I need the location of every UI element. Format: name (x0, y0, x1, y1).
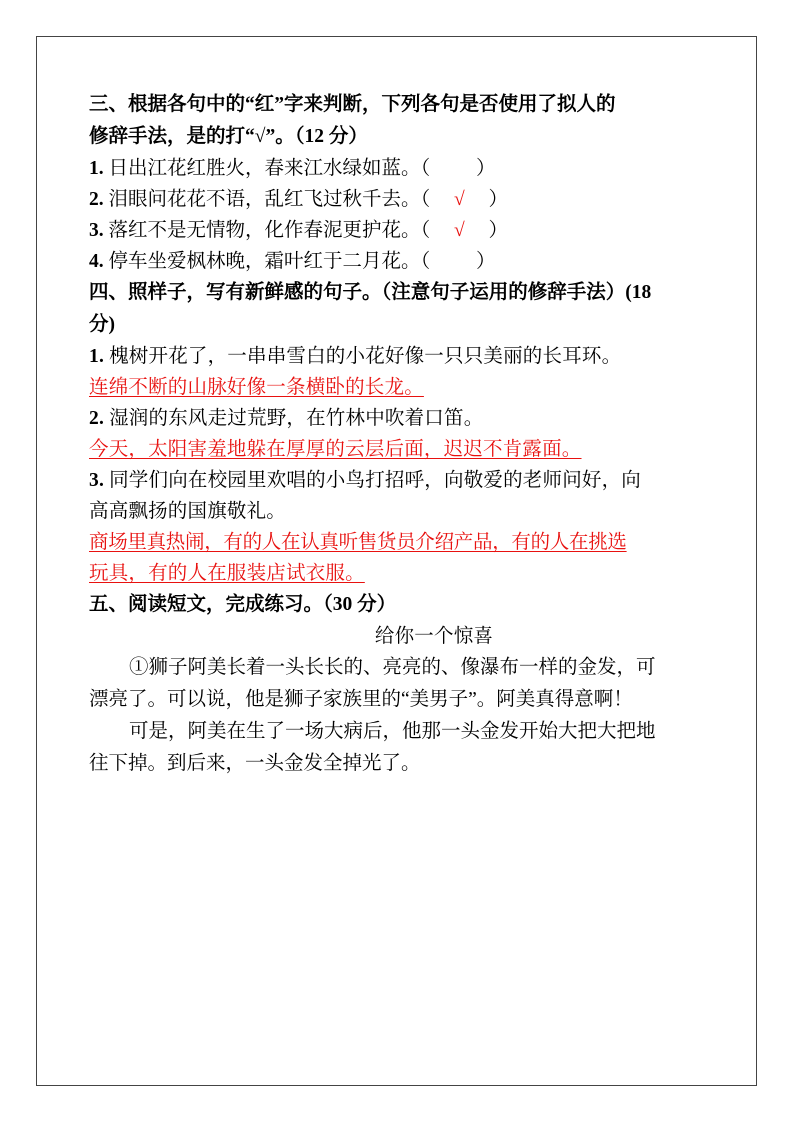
student-answer[interactable]: 商场里真热闹，有的人在认真听售货员介绍产品，有的人在挑选 (89, 532, 627, 553)
page-content (89, 89, 779, 780)
section-3 (89, 89, 779, 277)
question-number: 1. (89, 346, 105, 367)
question-4-2-answer-row (89, 434, 779, 465)
question-3-1 (89, 153, 779, 184)
question-4-3-answer-line-2 (89, 558, 779, 589)
question-4-2-prompt (89, 403, 779, 434)
paragraph-line: ①狮子阿美长着一头长长的、亮亮的、像瀑布一样的金发，可 (129, 657, 656, 678)
question-number: 2. (89, 189, 104, 210)
question-4-1-prompt (89, 341, 779, 372)
prompt-text: 湿润的东风走过荒野，在竹林中吹着口笛。 (109, 408, 484, 429)
question-3-2 (89, 184, 779, 215)
prompt-text: 同学们向在校园里欢唱的小鸟打招呼，向敬爱的老师问好，向 (109, 470, 642, 491)
student-answer[interactable]: 今天，太阳害羞地躲在厚厚的云层后面，迟迟不肯露面。 (89, 439, 582, 460)
section-4-heading-line-2: 分) (89, 314, 115, 335)
section-5-heading: 五、阅读短文，完成练习。（30 分） (89, 594, 397, 615)
question-number: 4. (89, 251, 104, 272)
prompt-text: 槐树开花了，一串串雪白的小花好像一只只美丽的长耳环。 (109, 346, 622, 367)
question-text: 落红不是无情物，化作春泥更护花。（ (108, 220, 431, 241)
section-3-heading-line-2: 修辞手法，是的打“√”。（12 分） (89, 126, 368, 147)
close-paren: ） (488, 220, 508, 241)
close-paren: ） (488, 189, 508, 210)
section-4-heading-line-1: 四、照样子，写有新鲜感的句子。（注意句子运用的修辞手法）(18 (89, 282, 652, 303)
question-number: 3. (89, 470, 105, 491)
check-mark: √ (454, 189, 465, 210)
question-4-3-answer-line-1 (89, 527, 779, 558)
student-answer[interactable]: 玩具，有的人在服装店试衣服。 (89, 563, 365, 584)
question-text: 停车坐爱枫林晚，霜叶红于二月花。（ (108, 251, 431, 272)
question-3-3 (89, 215, 779, 246)
question-text: 泪眼问花花不语，乱红飞过秋千去。（ (108, 189, 431, 210)
paragraph-line: 漂亮了。可以说，他是狮子家族里的“美男子”。阿美真得意啊！ (89, 689, 633, 710)
article-paragraph-1 (89, 652, 779, 716)
question-text: 日出江花红胜火，春来江水绿如蓝。（ (108, 158, 431, 179)
question-4-3-prompt-line-1 (89, 465, 779, 496)
section-4 (89, 277, 779, 589)
question-number: 1. (89, 158, 104, 179)
section-3-heading-line-1: 三、根据各句中的“红”字来判断，下列各句是否使用了拟人的 (89, 94, 616, 115)
article-title: 给你一个惊喜 (374, 626, 494, 647)
paragraph-line: 可是，阿美在生了一场大病后，他那一头金发开始大把大把地 (129, 721, 656, 742)
close-paren: ） (476, 251, 496, 272)
question-3-4 (89, 246, 779, 277)
question-number: 2. (89, 408, 105, 429)
question-number: 3. (89, 220, 104, 241)
student-answer[interactable]: 连绵不断的山脉好像一条横卧的长龙。 (89, 377, 424, 398)
page-border (36, 36, 757, 1086)
article-paragraph-2 (89, 716, 779, 780)
question-4-1-answer-row (89, 372, 779, 403)
question-4-3-prompt-line-2: 高高飘扬的国旗敬礼。 (89, 501, 287, 522)
close-paren: ） (476, 158, 496, 179)
check-mark: √ (454, 220, 465, 241)
paragraph-line: 往下掉。到后来，一头金发全掉光了。 (89, 753, 421, 774)
section-5 (89, 589, 779, 780)
